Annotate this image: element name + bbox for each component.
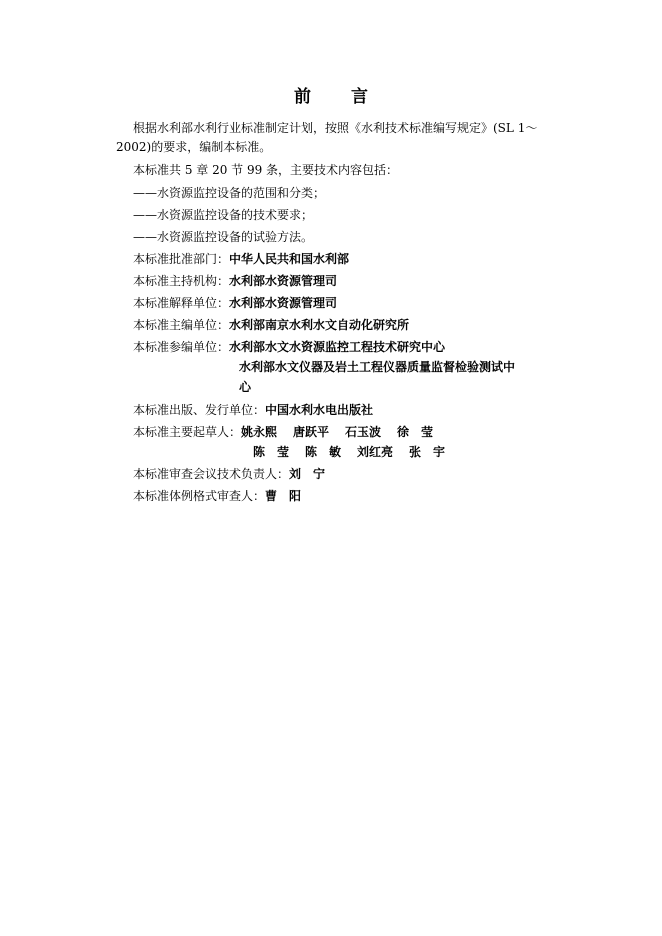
format-reviewer-line [133, 488, 301, 504]
co-editor-line [133, 339, 445, 355]
approval-label: 本标准批准部门： [133, 252, 230, 266]
review-lead-label: 本标准审查会议技术负责人： [133, 467, 290, 481]
title-char-2: 言 [351, 87, 368, 107]
drafter-name: 石玉波 [345, 425, 382, 439]
drafter-name: 陈 敏 [305, 445, 342, 459]
list-item: ——水资源监控设备的试验方法。 [133, 230, 314, 244]
chief-editor-label: 本标准主编单位： [133, 318, 230, 332]
co-editor-value-1: 水利部水文水资源监控工程技术研究中心 [229, 340, 446, 354]
content-summary: 本标准共 5 章 20 节 99 条，主要技术内容包括： [133, 163, 399, 177]
page-title [0, 86, 662, 108]
list-item: ——水资源监控设备的范围和分类； [133, 186, 326, 200]
host-line [133, 273, 337, 289]
interpret-value: 水利部水资源管理司 [229, 296, 338, 310]
drafter-name: 徐 莹 [397, 425, 434, 439]
chief-editor-line [133, 317, 409, 333]
drafter-name: 姚永熙 [241, 425, 278, 439]
drafters-line-1 [133, 424, 433, 440]
co-editor-value-2-line-1: 水利部水文仪器及岩土工程仪器质量监督检验测试中 [239, 360, 516, 374]
drafter-name: 刘红亮 [357, 445, 394, 459]
drafters-label: 本标准主要起草人： [133, 425, 242, 439]
publisher-label: 本标准出版、发行单位： [133, 403, 266, 417]
drafter-name: 唐跃平 [293, 425, 330, 439]
drafter-name: 陈 莹 [253, 445, 290, 459]
publisher-line [133, 402, 373, 418]
title-char-1: 前 [294, 87, 311, 107]
approval-value: 中华人民共和国水利部 [229, 252, 350, 266]
intro-paragraph-line-2: 2002)的要求，编制本标准。 [116, 140, 272, 154]
intro-paragraph-line-1: 根据水利部水利行业标准制定计划，按照《水利技术标准编写规定》(SL 1～ [133, 121, 538, 135]
drafters-line-2 [253, 444, 445, 460]
interpret-line [133, 295, 337, 311]
host-value: 水利部水资源管理司 [229, 274, 338, 288]
drafter-name: 张 宇 [409, 445, 446, 459]
review-lead-line [133, 466, 325, 482]
chief-editor-value: 水利部南京水利水文自动化研究所 [229, 318, 410, 332]
co-editor-value-2-line-2: 心 [239, 380, 252, 394]
review-lead-value: 刘 宁 [289, 467, 326, 481]
co-editor-label: 本标准参编单位： [133, 340, 230, 354]
format-reviewer-label: 本标准体例格式审查人： [133, 489, 266, 503]
list-item: ——水资源监控设备的技术要求； [133, 208, 314, 222]
host-label: 本标准主持机构： [133, 274, 230, 288]
publisher-value: 中国水利水电出版社 [265, 403, 374, 417]
format-reviewer-value: 曹 阳 [265, 489, 302, 503]
interpret-label: 本标准解释单位： [133, 296, 230, 310]
approval-line [133, 251, 349, 267]
